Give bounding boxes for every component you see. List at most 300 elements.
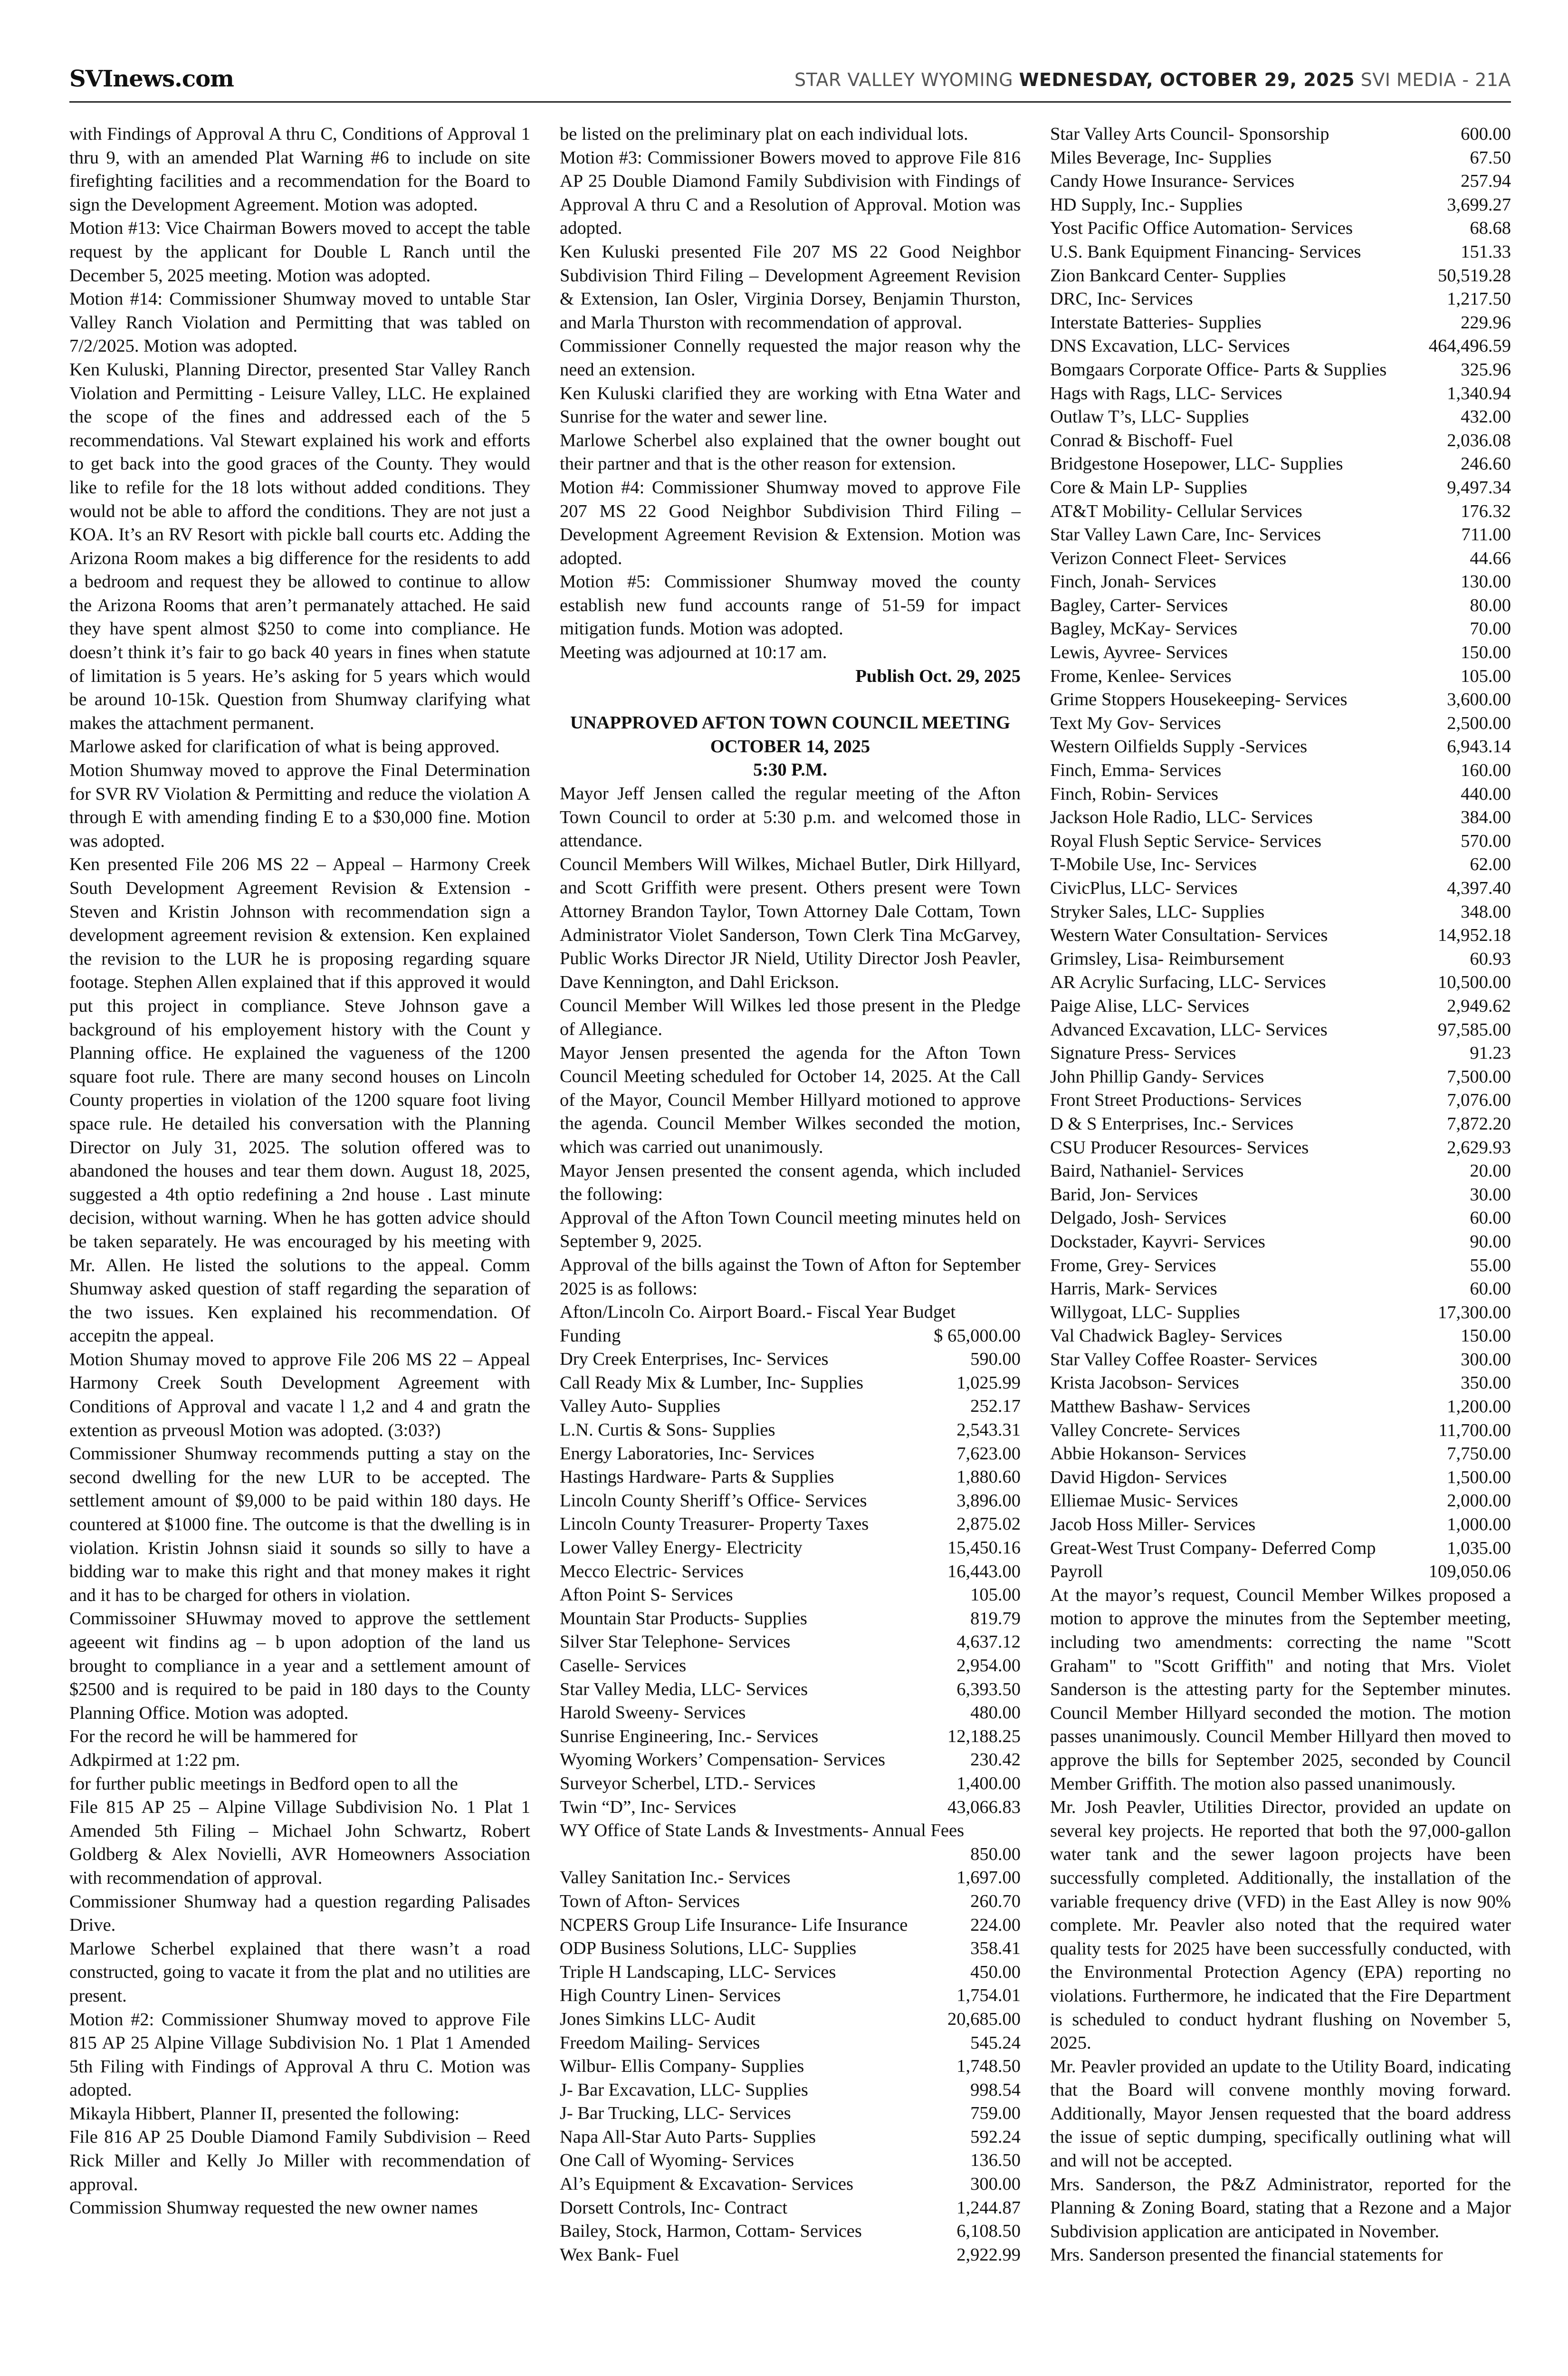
paragraph: Motion Shumay moved to approve File 206 MS 22 – Appeal Harmony Creek South Development Agreement with Conditions of Approval and vacate l 1,2 and 4 and gratn the extention as prveousl Motion was adopted. (3:03?) bbox=[69, 1349, 530, 1440]
paragraph: Mayor Jensen presented the consent agenda, which included the following: bbox=[560, 1160, 1021, 1205]
bill-payee: Mountain Star Products- Supplies bbox=[560, 1608, 807, 1629]
paragraph: Council Members Will Wilkes, Michael Butler, Dirk Hillyard, and Scott Griffith were present. Others present were Town Attorney Brandon Taylor, Town Attorney Dale Cottam, Town Administrator Violet Sanderson, Town Clerk Tina McGarvey, Public Works Director JR Nield, Utility Director Josh Peavler, Dave Kennington, and Dahl Erickson. bbox=[560, 854, 1021, 992]
bill-payee: Napa All-Star Auto Parts- Supplies bbox=[560, 2127, 816, 2147]
bill-amount: 358.41 bbox=[970, 1938, 1021, 1959]
bill-amount: 1,754.01 bbox=[956, 1985, 1021, 2006]
bill-payee: Wex Bank- Fuel bbox=[560, 2244, 679, 2265]
bill-amount: 16,443.00 bbox=[947, 1561, 1021, 1581]
header-rule bbox=[69, 101, 1511, 103]
bill-amount: 711.00 bbox=[1461, 525, 1511, 545]
bill-payee: Triple H Landscaping, LLC- Services bbox=[560, 1962, 836, 1982]
bill-amount: 300.00 bbox=[970, 2174, 1021, 2194]
bill-row bbox=[1050, 1159, 1511, 1183]
bill-amount: 1,217.50 bbox=[1447, 289, 1511, 309]
bill-payee: ODP Business Solutions, LLC- Supplies bbox=[560, 1938, 857, 1959]
bill-payee: T-Mobile Use, Inc- Services bbox=[1050, 854, 1257, 875]
bill-amount: 20.00 bbox=[1470, 1161, 1511, 1181]
paragraph: Mr. Josh Peavler, Utilities Director, provided an update on several key projects. He reported that both the 97,000-gallon water tank and the sewer lagoon projects have been successfully completed. Additionally, the installation of the variable frequency drive (VFD) in the East Alley is now 90% complete. Mr. Peavler also noted that the required water quality tests for 2025 have been successfully conducted, with the Environmental Protection Agency (EPA) reporting no violations. Furthermore, he indicated that the Fire Department is scheduled to conduct hydrant flushing on November 5, 2025. bbox=[1050, 1797, 1511, 2053]
bill-payee: Call Ready Mix & Lumber, Inc- Supplies bbox=[560, 1372, 863, 1393]
bill-payee: Lincoln County Sheriff’s Office- Services bbox=[560, 1490, 867, 1511]
bill-row bbox=[560, 1796, 1021, 1820]
paragraph: Adkpirmed at 1:22 pm. bbox=[69, 1750, 240, 1770]
paragraph: Motion Shumway moved to approve the Final Determination for SVR RV Violation & Permitting and reduce the violation A through E with amending finding E to a $30,000 fine. Motion was adopted. bbox=[69, 760, 530, 851]
header-date: WEDNESDAY, OCTOBER 29, 2025 bbox=[1019, 69, 1355, 90]
bill-row bbox=[1050, 146, 1511, 170]
bill-row bbox=[1050, 1277, 1511, 1301]
bill-row bbox=[560, 1678, 1021, 1702]
bill-amount: 20,685.00 bbox=[947, 2009, 1021, 2029]
bill-payee: Verizon Connect Fleet- Services bbox=[1050, 548, 1287, 568]
bills-list-3 bbox=[1050, 123, 1511, 1584]
bill-amount: 7,500.00 bbox=[1447, 1066, 1511, 1087]
bill-amount: 1,880.60 bbox=[956, 1467, 1021, 1487]
bill-row bbox=[1050, 1301, 1511, 1325]
bill-payee: Great-West Trust Company- Deferred Comp bbox=[1050, 1538, 1376, 1558]
bill-row bbox=[1050, 1513, 1511, 1537]
bills-intro: Afton/Lincoln Co. Airport Board.- Fiscal Year Budget bbox=[560, 1302, 956, 1322]
bill-amount: 150.00 bbox=[1461, 1326, 1511, 1346]
bill-payee: Val Chadwick Bagley- Services bbox=[1050, 1326, 1282, 1346]
paragraph: Marlowe asked for clarification of what is being approved. bbox=[69, 737, 500, 757]
bill-row bbox=[1050, 877, 1511, 901]
bill-payee: Zion Bankcard Center- Supplies bbox=[1050, 265, 1286, 286]
paragraph: Commissioner Connelly requested the major reason why the need an extension. bbox=[560, 336, 1021, 380]
bill-payee: Paige Alise, LLC- Services bbox=[1050, 996, 1250, 1016]
paragraph: Commissioner Shumway had a question regarding Palisades Drive. bbox=[69, 1891, 530, 1935]
bill-amount: 450.00 bbox=[970, 1962, 1021, 1982]
meeting-date: OCTOBER 14, 2025 bbox=[710, 736, 870, 757]
bill-row bbox=[560, 1513, 1021, 1536]
bill-payee: Silver Star Telephone- Services bbox=[560, 1632, 791, 1652]
site-name[interactable]: SVInews.com bbox=[69, 66, 234, 92]
bill-amount: 10,500.00 bbox=[1438, 972, 1511, 993]
bill-payee: L.N. Curtis & Sons- Supplies bbox=[560, 1420, 775, 1440]
bill-row bbox=[1050, 1395, 1511, 1419]
bill-payee: Royal Flush Septic Service- Services bbox=[1050, 831, 1321, 851]
bill-amount: 1,500.00 bbox=[1447, 1467, 1511, 1487]
bill-amount: 7,872.20 bbox=[1447, 1113, 1511, 1134]
bill-payee: DRC, Inc- Services bbox=[1050, 289, 1193, 309]
meeting-title: UNAPPROVED AFTON TOWN COUNCIL MEETING bbox=[570, 713, 1011, 733]
bill-payee: Text My Gov- Services bbox=[1050, 713, 1221, 733]
bill-amount: 6,393.50 bbox=[956, 1679, 1021, 1699]
bill-amount: 151.33 bbox=[1461, 241, 1511, 262]
bill-amount: 440.00 bbox=[1461, 784, 1511, 804]
bill-payee: HD Supply, Inc.- Supplies bbox=[1050, 194, 1243, 215]
bill-payee: Dockstader, Kayvri- Services bbox=[1050, 1231, 1265, 1252]
town-council-minutes bbox=[560, 782, 1021, 1301]
bill-amount: 1,697.00 bbox=[956, 1868, 1021, 1888]
paragraph: Commission Shumway requested the new owner names bbox=[69, 2198, 478, 2218]
bill-amount: 60.00 bbox=[1470, 1279, 1511, 1299]
bill-row bbox=[560, 2243, 1021, 2267]
bill-row bbox=[1050, 995, 1511, 1018]
bill-row bbox=[560, 2031, 1021, 2055]
bill-row bbox=[560, 1324, 1021, 1348]
bill-row bbox=[1050, 264, 1511, 288]
bill-amount: 464,496.59 bbox=[1428, 336, 1511, 356]
bill-row bbox=[1050, 1183, 1511, 1207]
bill-payee: Valley Auto- Supplies bbox=[560, 1396, 720, 1417]
bill-amount: 17,300.00 bbox=[1438, 1302, 1511, 1322]
bill-row bbox=[1050, 665, 1511, 689]
bill-row bbox=[1050, 500, 1511, 524]
paragraph: Motion #3: Commissioner Bowers moved to approve File 816 AP 25 Double Diamond Family Subdivision with Findings of Approval A thru C and a Resolution of Approval. Motion was adopted. bbox=[560, 147, 1021, 239]
bill-payee: High Country Linen- Services bbox=[560, 1985, 781, 2006]
bill-payee: Frome, Grey- Services bbox=[1050, 1255, 1216, 1275]
bill-row bbox=[1050, 1065, 1511, 1089]
bill-amount: 1,340.94 bbox=[1447, 383, 1511, 403]
bill-row bbox=[1050, 641, 1511, 665]
bill-wyo-amount-row bbox=[560, 1843, 1021, 1867]
bill-row bbox=[1050, 452, 1511, 476]
bill-amount: 4,637.12 bbox=[956, 1632, 1021, 1652]
bill-payee: Mecco Electric- Services bbox=[560, 1561, 744, 1581]
bill-payee: J- Bar Trucking, LLC- Services bbox=[560, 2103, 791, 2124]
bill-payee: Barid, Jon- Services bbox=[1050, 1184, 1198, 1205]
bill-payee: Al’s Equipment & Excavation- Services bbox=[560, 2174, 853, 2194]
bill-payee: Jones Simkins LLC- Audit bbox=[560, 2009, 755, 2029]
bill-wyo-amount: 850.00 bbox=[970, 1844, 1021, 1864]
bill-amount: 130.00 bbox=[1461, 572, 1511, 592]
spacer bbox=[560, 688, 1021, 711]
header-page: SVI MEDIA - 21A bbox=[1360, 69, 1511, 90]
bill-amount: 759.00 bbox=[970, 2103, 1021, 2124]
bill-payee: Valley Concrete- Services bbox=[1050, 1420, 1240, 1440]
bill-payee: Energy Laboratories, Inc- Services bbox=[560, 1443, 814, 1464]
bill-row bbox=[1050, 523, 1511, 547]
bill-row bbox=[1050, 806, 1511, 830]
bill-row bbox=[560, 1348, 1021, 1371]
bill-amount: 545.24 bbox=[970, 2032, 1021, 2053]
bill-payee: Surveyor Scherbel, LTD.- Services bbox=[560, 1773, 816, 1793]
bill-amount: 11,700.00 bbox=[1438, 1420, 1511, 1440]
bills-list-2 bbox=[560, 1866, 1021, 2267]
bill-amount: 9,497.34 bbox=[1447, 477, 1511, 498]
bill-amount: 136.50 bbox=[970, 2150, 1021, 2171]
bill-row bbox=[560, 1866, 1021, 1890]
paragraph: File 816 AP 25 Double Diamond Family Subdivision – Reed Rick Miller and Kelly Jo Miller with recommendation of approval. bbox=[69, 2127, 530, 2194]
bill-amount: 1,025.99 bbox=[956, 1372, 1021, 1393]
bill-payee: Advanced Excavation, LLC- Services bbox=[1050, 1019, 1328, 1040]
bill-amount: 998.54 bbox=[970, 2079, 1021, 2100]
bill-payee: Bailey, Stock, Harmon, Cottam- Services bbox=[560, 2221, 862, 2242]
bill-amount: 600.00 bbox=[1461, 124, 1511, 144]
bill-amount: 62.00 bbox=[1470, 854, 1511, 875]
bill-payee: Afton Point S- Services bbox=[560, 1585, 733, 1605]
bill-amount: 230.42 bbox=[970, 1750, 1021, 1770]
bill-payee: Payroll bbox=[1050, 1562, 1103, 1582]
bill-row bbox=[560, 1536, 1021, 1560]
bill-payee: Star Valley Coffee Roaster- Services bbox=[1050, 1349, 1318, 1370]
bill-payee: Bridgestone Hosepower, LLC- Supplies bbox=[1050, 454, 1343, 474]
bill-row bbox=[1050, 1466, 1511, 1490]
bill-row bbox=[560, 2102, 1021, 2126]
bill-amount: 15,450.16 bbox=[947, 1538, 1021, 1558]
bill-row bbox=[1050, 712, 1511, 736]
bill-amount: 2,543.31 bbox=[956, 1420, 1021, 1440]
column-3 bbox=[1050, 123, 1511, 2267]
bill-amount: 70.00 bbox=[1470, 619, 1511, 639]
bill-payee: Lewis, Ayvree- Services bbox=[1050, 642, 1228, 663]
bill-payee: Baird, Nathaniel- Services bbox=[1050, 1161, 1244, 1181]
bill-amount: 80.00 bbox=[1470, 595, 1511, 615]
bill-payee: John Phillip Gandy- Services bbox=[1050, 1066, 1264, 1087]
bill-amount: 2,949.62 bbox=[1447, 996, 1511, 1016]
bill-payee: Interstate Batteries- Supplies bbox=[1050, 312, 1262, 333]
bill-amount: 7,750.00 bbox=[1447, 1444, 1511, 1464]
bill-amount: 109,050.06 bbox=[1428, 1562, 1511, 1582]
paragraph: Motion #14: Commissioner Shumway moved to untable Star Valley Ranch Violation and Permitting that was tabled on 7/2/2025. Motion was adopted. bbox=[69, 289, 530, 356]
bill-row bbox=[1050, 358, 1511, 382]
paragraph: Mrs. Sanderson, the P&Z Administrator, reported for the Planning & Zoning Board, stating that a Rezone and a Major Subdivision application are anticipated in November. bbox=[1050, 2174, 1511, 2242]
bill-payee: Funding bbox=[560, 1325, 621, 1346]
bill-amount: 68.68 bbox=[1470, 218, 1511, 239]
bill-amount: 44.66 bbox=[1470, 548, 1511, 568]
bill-row bbox=[560, 1654, 1021, 1678]
bill-amount: 7,623.00 bbox=[956, 1443, 1021, 1464]
bill-amount: 1,748.50 bbox=[956, 2056, 1021, 2077]
bill-row bbox=[560, 1701, 1021, 1725]
bill-payee: Abbie Hokanson- Services bbox=[1050, 1444, 1246, 1464]
bill-payee: CSU Producer Resources- Services bbox=[1050, 1137, 1309, 1158]
paragraph: Ken Kuluski clarified they are working with Etna Water and Sunrise for the water and sewer line. bbox=[560, 383, 1021, 427]
bill-row bbox=[1050, 570, 1511, 594]
paragraph: File 815 AP 25 – Alpine Village Subdivision No. 1 Plat 1 Amended 5th Filing – Michael John Schwartz, Robert Goldberg & Alex Novielli, AVR Homeowners Association with recommendation of approval. bbox=[69, 1797, 530, 1888]
bill-payee: J- Bar Excavation, LLC- Supplies bbox=[560, 2079, 808, 2100]
header-info bbox=[794, 69, 1511, 90]
bill-row bbox=[1050, 1207, 1511, 1230]
bill-row bbox=[560, 2196, 1021, 2220]
bill-amount: 90.00 bbox=[1470, 1231, 1511, 1252]
bill-row bbox=[560, 1466, 1021, 1489]
paragraph: Motion #4: Commissioner Shumway moved to approve File 207 MS 22 Good Neighbor Subdivision Third Filing – Development Agreement Revision & Extension. Motion was adopted. bbox=[560, 477, 1021, 568]
bill-row bbox=[560, 1442, 1021, 1466]
bill-row bbox=[1050, 1371, 1511, 1395]
publish-date: Publish Oct. 29, 2025 bbox=[855, 666, 1021, 686]
bill-row bbox=[560, 1489, 1021, 1513]
paragraph: Motion #2: Commissioner Shumway moved to approve File 815 AP 25 Alpine Village Subdivision No. 1 Plat 1 Amended 5th Filing with Findings of Approval A thru C. Motion was adopted. bbox=[69, 2009, 530, 2100]
bill-row bbox=[1050, 217, 1511, 240]
bill-payee: Jacob Hoss Miller- Services bbox=[1050, 1514, 1256, 1535]
bill-amount: 4,397.40 bbox=[1447, 878, 1511, 898]
paragraph: with Findings of Approval A thru C, Conditions of Approval 1 thru 9, with an amended Plat Warning #6 to include on site firefighting facilities and a recommendation for the Board to sign the Development Agreement. Motion was adopted. bbox=[69, 124, 530, 215]
bill-amount: 105.00 bbox=[970, 1585, 1021, 1605]
bill-row bbox=[1050, 1348, 1511, 1372]
bill-payee: David Higdon- Services bbox=[1050, 1467, 1227, 1487]
bill-payee: Star Valley Arts Council- Sponsorship bbox=[1050, 124, 1329, 144]
bill-payee: Lower Valley Energy- Electricity bbox=[560, 1538, 803, 1558]
paragraph: Mayor Jeff Jensen called the regular meeting of the Afton Town Council to order at 5:30 p.m. and welcomed those in attendance. bbox=[560, 784, 1021, 851]
bill-amount: 105.00 bbox=[1461, 666, 1511, 686]
paragraph: Mrs. Sanderson presented the financial statements for bbox=[1050, 2245, 1443, 2265]
bill-row bbox=[1050, 1112, 1511, 1136]
bill-payee: U.S. Bank Equipment Financing- Services bbox=[1050, 241, 1361, 262]
bill-payee: Finch, Emma- Services bbox=[1050, 760, 1222, 781]
bill-amount: 1,035.00 bbox=[1447, 1538, 1511, 1558]
bill-amount: 350.00 bbox=[1461, 1373, 1511, 1393]
bill-row bbox=[1050, 971, 1511, 995]
bill-row bbox=[1050, 170, 1511, 193]
bill-amount: 6,943.14 bbox=[1447, 737, 1511, 757]
bill-row bbox=[560, 1937, 1021, 1961]
bill-payee: One Call of Wyoming- Services bbox=[560, 2150, 794, 2171]
paragraph: At the mayor’s request, Council Member Wilkes proposed a motion to approve the minutes from the September meeting, including two amendments: correcting the name "Scott Graham" to "Scott Griffith" and noting that Mrs. Violet Sanderson is the attesting party for the September minutes. Council Member Hillyard seconded the motion. The motion passes unanimously. Council Member Hillyard then moved to approve the bills for September 2025, seconded by Council Member Griffith. The motion also passed unanimously. bbox=[1050, 1585, 1511, 1794]
bill-payee: CivicPlus, LLC- Services bbox=[1050, 878, 1238, 898]
bill-payee: Freedom Mailing- Services bbox=[560, 2032, 760, 2053]
bill-row bbox=[1050, 382, 1511, 406]
bill-amount: 592.24 bbox=[970, 2127, 1021, 2147]
bill-payee: Jackson Hole Radio, LLC- Services bbox=[1050, 807, 1313, 828]
bill-row bbox=[1050, 948, 1511, 971]
bill-amount: 246.60 bbox=[1461, 454, 1511, 474]
bill-payee: Krista Jacobson- Services bbox=[1050, 1373, 1239, 1393]
bill-row bbox=[1050, 335, 1511, 358]
bill-row bbox=[1050, 405, 1511, 429]
bill-row bbox=[1050, 1136, 1511, 1160]
bill-amount: $ 65,000.00 bbox=[934, 1325, 1021, 1346]
bill-amount: 1,000.00 bbox=[1447, 1514, 1511, 1535]
bill-amount: 590.00 bbox=[970, 1349, 1021, 1370]
bill-payee: Valley Sanitation Inc.- Services bbox=[560, 1868, 791, 1888]
bill-amount: 1,400.00 bbox=[956, 1773, 1021, 1793]
bill-payee: Finch, Robin- Services bbox=[1050, 784, 1218, 804]
bill-row bbox=[1050, 853, 1511, 877]
bill-payee: Stryker Sales, LLC- Supplies bbox=[1050, 901, 1265, 922]
bill-row bbox=[560, 1583, 1021, 1607]
bill-row bbox=[1050, 830, 1511, 853]
bill-amount: 325.96 bbox=[1461, 359, 1511, 380]
bill-amount: 2,000.00 bbox=[1447, 1491, 1511, 1511]
bill-row bbox=[1050, 193, 1511, 217]
bill-payee: Elliemae Music- Services bbox=[1050, 1491, 1238, 1511]
bill-payee: D & S Enterprises, Inc.- Services bbox=[1050, 1113, 1294, 1134]
bill-row bbox=[560, 1961, 1021, 1984]
bill-amount: 1,200.00 bbox=[1447, 1397, 1511, 1417]
bill-wyo-label: WY Office of State Lands & Investments- Annual Fees bbox=[560, 1820, 965, 1841]
bill-payee: Grimsley, Lisa- Reimbursement bbox=[1050, 948, 1284, 969]
bill-amount: 257.94 bbox=[1461, 171, 1511, 192]
bill-payee: Bagley, McKay- Services bbox=[1050, 619, 1238, 639]
paragraph: Motion #13: Vice Chairman Bowers moved to accept the table request by the applicant for Double L Ranch until the December 5, 2025 meeting. Motion was adopted. bbox=[69, 218, 530, 286]
bill-row bbox=[1050, 1254, 1511, 1278]
bill-payee: Caselle- Services bbox=[560, 1656, 687, 1676]
bill-payee: Dorsett Controls, Inc- Contract bbox=[560, 2197, 788, 2218]
bill-amount: 300.00 bbox=[1461, 1349, 1511, 1370]
bill-row bbox=[1050, 1489, 1511, 1513]
paragraph: Meeting was adjourned at 10:17 am. bbox=[560, 642, 827, 663]
bill-payee: AR Acrylic Surfacing, LLC- Services bbox=[1050, 972, 1326, 993]
bill-payee: Bomgaars Corporate Office- Parts & Supplies bbox=[1050, 359, 1387, 380]
bill-payee: Harris, Mark- Services bbox=[1050, 1279, 1217, 1299]
paragraph: Approval of the Afton Town Council meeting minutes held on September 9, 2025. bbox=[560, 1207, 1021, 1252]
bill-payee: Matthew Bashaw- Services bbox=[1050, 1397, 1251, 1417]
bill-amount: 60.00 bbox=[1470, 1208, 1511, 1228]
bill-payee: Wyoming Workers’ Compensation- Services bbox=[560, 1750, 885, 1770]
bill-row bbox=[1050, 1537, 1511, 1561]
bill-row bbox=[560, 2149, 1021, 2173]
bill-row bbox=[1050, 547, 1511, 571]
bill-amount: 150.00 bbox=[1461, 642, 1511, 663]
page-header bbox=[69, 66, 1511, 99]
bill-row bbox=[1050, 901, 1511, 924]
bill-row bbox=[1050, 1089, 1511, 1112]
bill-amount: 2,875.02 bbox=[956, 1514, 1021, 1534]
column-2 bbox=[560, 123, 1021, 2267]
bill-payee: Western Oilfields Supply -Services bbox=[1050, 737, 1308, 757]
bill-amount: 2,036.08 bbox=[1447, 430, 1511, 450]
bill-amount: 432.00 bbox=[1461, 407, 1511, 427]
paragraph: Ken presented File 206 MS 22 – Appeal – Harmony Creek South Development Agreement Revision & Extension - Steven and Kristin Johnson with recommendation sign a development agreement revision & extension. Ken explained the revision to the LUR he is proposing regarding square footage. Stephen Allen explained that if this approved it would put this project in compliance. Steve Johnson gave a background of his employement history with the Count y Planning office. He explained the vagueness of the 1200 square foot rule. There are many second houses on Lincoln County properties in violation of the 1200 square foot living space rule. He detailed his conversation with the Planning Director on July 31, 2025. The solution offered was to abandoned the houses and tear them down. August 18, 2025, suggested a 4th optio redefining a 2nd house . Last minute decision, without warning. When he has gotten advice should be taken separately. He was encouraged by his meeting with Mr. Allen. He listed the solutions to the appeal. Comm Shumway asked question of staff regarding the separation of the two issues. Ken explained his recommendation. Of accepitn the appeal. bbox=[69, 854, 530, 1346]
bill-row bbox=[1050, 594, 1511, 618]
paragraph: be listed on the preliminary plat on each individual lots. bbox=[560, 124, 968, 144]
paragraph: Mikayla Hibbert, Planner II, presented the following: bbox=[69, 2103, 460, 2124]
bill-payee: Lincoln County Treasurer- Property Taxes bbox=[560, 1514, 869, 1534]
bill-payee: DNS Excavation, LLC- Services bbox=[1050, 336, 1290, 356]
paragraph: Mr. Peavler provided an update to the Utility Board, indicating that the Board will convene monthly moving forward. Additionally, Mayor Jensen requested that the board address the issue of septic dumping, specifically outlining what will and will not be accepted. bbox=[1050, 2056, 1511, 2171]
bill-row bbox=[1050, 1230, 1511, 1254]
bill-payee: Candy Howe Insurance- Services bbox=[1050, 171, 1295, 192]
paragraph: Approval of the bills against the Town of Afton for September 2025 is as follows: bbox=[560, 1255, 1021, 1299]
paragraph: Mayor Jensen presented the agenda for the Afton Town Council Meeting scheduled for October 14, 2025. At the Call of the Mayor, Council Member Hillyard motioned to approve the agenda. Council Member Wilkes seconded the motion, which was carried out unanimously. bbox=[560, 1043, 1021, 1157]
bill-amount: 384.00 bbox=[1461, 807, 1511, 828]
bill-amount: 2,629.93 bbox=[1447, 1137, 1511, 1158]
bill-row bbox=[1050, 1560, 1511, 1584]
bill-row bbox=[560, 1772, 1021, 1796]
bill-row bbox=[1050, 617, 1511, 641]
bill-payee: Front Street Productions- Services bbox=[1050, 1090, 1302, 1111]
bill-amount: 176.32 bbox=[1461, 501, 1511, 521]
paragraph: Council Member Will Wilkes led those present in the Pledge of Allegiance. bbox=[560, 996, 1021, 1039]
paragraph: For the record he will be hammered for bbox=[69, 1726, 358, 1747]
bill-payee: Core & Main LP- Supplies bbox=[1050, 477, 1247, 498]
bill-row bbox=[1050, 429, 1511, 453]
bill-row bbox=[1050, 240, 1511, 264]
bill-row bbox=[560, 2126, 1021, 2149]
bill-payee: Yost Pacific Office Automation- Services bbox=[1050, 218, 1353, 239]
bill-payee: Finch, Jonah- Services bbox=[1050, 572, 1216, 592]
bill-row bbox=[560, 1607, 1021, 1631]
bill-payee: Bagley, Carter- Services bbox=[1050, 595, 1228, 615]
bill-amount: 30.00 bbox=[1470, 1184, 1511, 1205]
paragraph: for further public meetings in Bedford open to all the bbox=[69, 1773, 458, 1794]
bill-payee: Dry Creek Enterprises, Inc- Services bbox=[560, 1349, 829, 1370]
paragraph: Motion #5: Commissioner Shumway moved the county establish new fund accounts range of 51-59 for impact mitigation funds. Motion was adopted. bbox=[560, 572, 1021, 639]
bill-payee: Western Water Consultation- Services bbox=[1050, 925, 1328, 946]
paragraph: Marlowe Scherbel also explained that the owner bought out their partner and that is the other reason for extension. bbox=[560, 430, 1021, 474]
bill-amount: 570.00 bbox=[1461, 831, 1511, 851]
bill-amount: 260.70 bbox=[970, 1891, 1021, 1911]
bill-amount: 67.50 bbox=[1470, 147, 1511, 168]
bill-row bbox=[560, 1395, 1021, 1418]
bills-list bbox=[560, 1324, 1021, 1819]
bill-row bbox=[560, 1630, 1021, 1654]
bill-payee: Harold Sweeny- Services bbox=[560, 1703, 746, 1723]
bill-row bbox=[560, 1914, 1021, 1937]
bill-amount: 229.96 bbox=[1461, 312, 1511, 333]
bill-row bbox=[560, 1890, 1021, 1914]
paragraph: Marlowe Scherbel explained that there wasn’t a road constructed, going to vacate it from the plat and no utilities are present. bbox=[69, 1938, 530, 2006]
bill-row bbox=[1050, 735, 1511, 759]
bill-payee: Sunrise Engineering, Inc.- Services bbox=[560, 1726, 819, 1746]
bill-payee: Delgado, Josh- Services bbox=[1050, 1208, 1227, 1228]
bill-payee: Outlaw T’s, LLC- Supplies bbox=[1050, 407, 1249, 427]
bill-payee: Willygoat, LLC- Supplies bbox=[1050, 1302, 1240, 1322]
bill-amount: 55.00 bbox=[1470, 1255, 1511, 1275]
bill-amount: 43,066.83 bbox=[947, 1797, 1021, 1817]
bill-amount: 91.23 bbox=[1470, 1043, 1511, 1063]
bill-payee: Hastings Hardware- Parts & Supplies bbox=[560, 1467, 834, 1487]
